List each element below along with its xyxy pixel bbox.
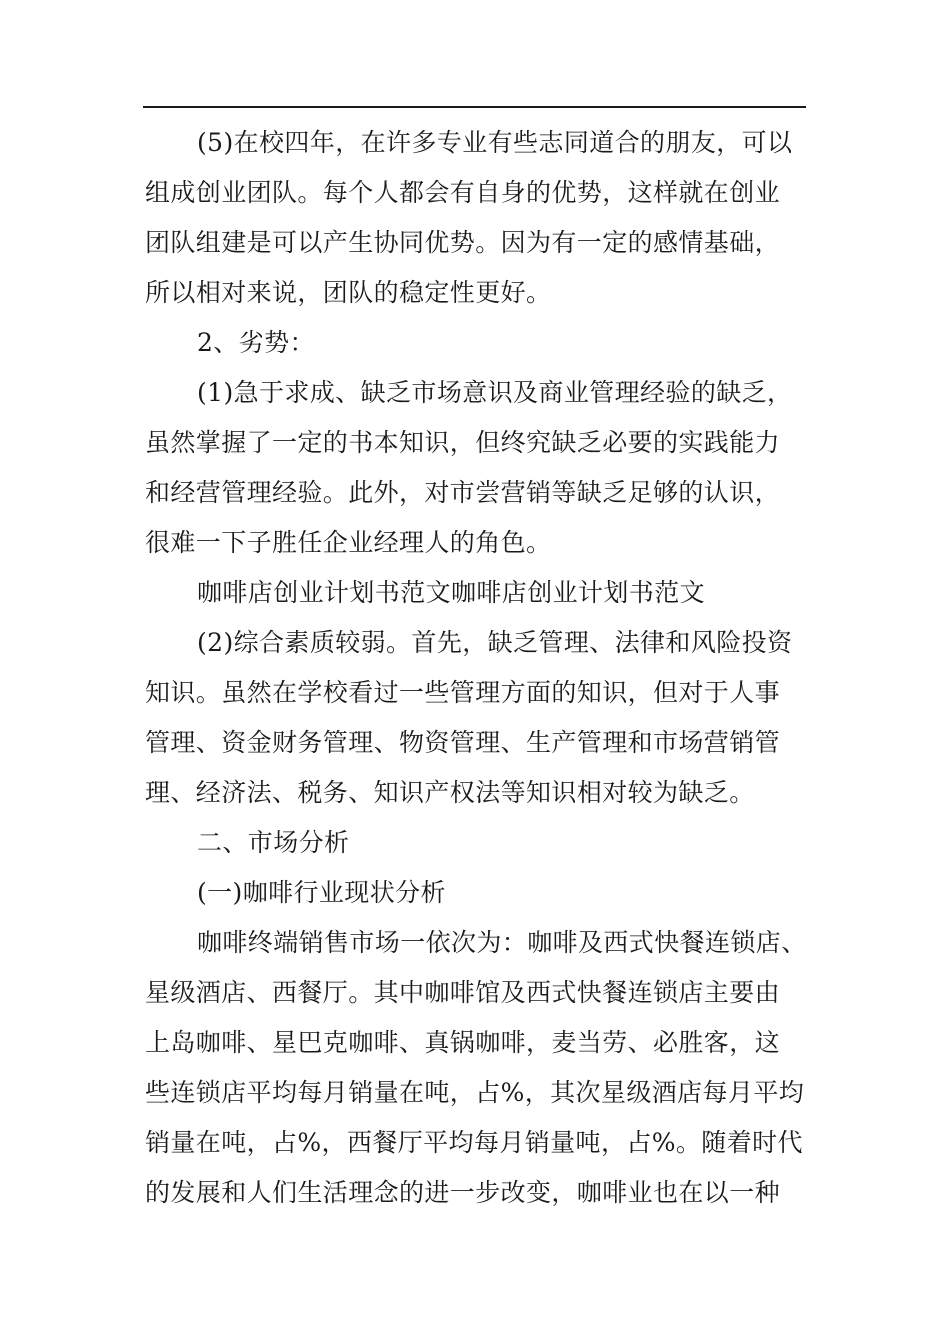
paragraph-line: 咖啡终端销售市场一依次为：咖啡及西式快餐连锁店、 <box>197 928 807 957</box>
paragraph-line: (5)在校四年，在许多专业有些志同道合的朋友，可以 <box>197 128 793 157</box>
paragraph-title-repeat <box>145 568 805 618</box>
header-rule <box>143 106 806 108</box>
paragraph-line: 星级酒店、西餐厅。其中咖啡馆及西式快餐连锁店主要由 <box>145 978 781 1007</box>
paragraph-strength-5 <box>145 118 805 318</box>
paragraph-line: (2)综合素质较弱。首先，缺乏管理、法律和风险投资 <box>197 628 793 657</box>
document-body <box>145 118 805 1218</box>
paragraph-line: (1)急于求成、缺乏市场意识及商业管理经验的缺乏， <box>197 378 793 407</box>
heading-line: 二、市场分析 <box>197 828 350 857</box>
heading-market-analysis <box>145 818 805 868</box>
paragraph-line: 虽然掌握了一定的书本知识，但终究缺乏必要的实践能力 <box>145 428 781 457</box>
paragraph-line: 的发展和人们生活理念的进一步改变，咖啡业也在以一种 <box>145 1178 781 1207</box>
paragraph-line: 所以相对来说，团队的稳定性更好。 <box>145 278 552 307</box>
paragraph-line: 理、经济法、税务、知识产权法等知识相对较为缺乏。 <box>145 778 755 807</box>
heading-line: 2、劣势： <box>197 328 315 357</box>
paragraph-line: 和经营管理经验。此外，对市尝营销等缺乏足够的认识， <box>145 478 781 507</box>
paragraph-line: 些连锁店平均每月销量在吨，占%，其次星级酒店每月平均 <box>145 1078 805 1107</box>
paragraph-line: 咖啡店创业计划书范文咖啡店创业计划书范文 <box>197 578 706 607</box>
paragraph-line: 上岛咖啡、星巴克咖啡、真锅咖啡，麦当劳、必胜客，这 <box>145 1028 781 1057</box>
heading-weakness <box>145 318 805 368</box>
paragraph-line: 组成创业团队。每个人都会有自身的优势，这样就在创业 <box>145 178 781 207</box>
paragraph-line: 很难一下子胜任企业经理人的角色。 <box>145 528 552 557</box>
heading-line: (一)咖啡行业现状分析 <box>197 878 446 907</box>
paragraph-industry-status <box>145 918 805 1218</box>
heading-industry-status <box>145 868 805 918</box>
paragraph-line: 销量在吨，占%，西餐厅平均每月销量吨，占%。随着时代 <box>145 1128 803 1157</box>
paragraph-weakness-1 <box>145 368 805 568</box>
paragraph-line: 管理、资金财务管理、物资管理、生产管理和市场营销管 <box>145 728 781 757</box>
paragraph-line: 团队组建是可以产生协同优势。因为有一定的感情基础， <box>145 228 781 257</box>
paragraph-weakness-2 <box>145 618 805 818</box>
paragraph-line: 知识。虽然在学校看过一些管理方面的知识，但对于人事 <box>145 678 781 707</box>
